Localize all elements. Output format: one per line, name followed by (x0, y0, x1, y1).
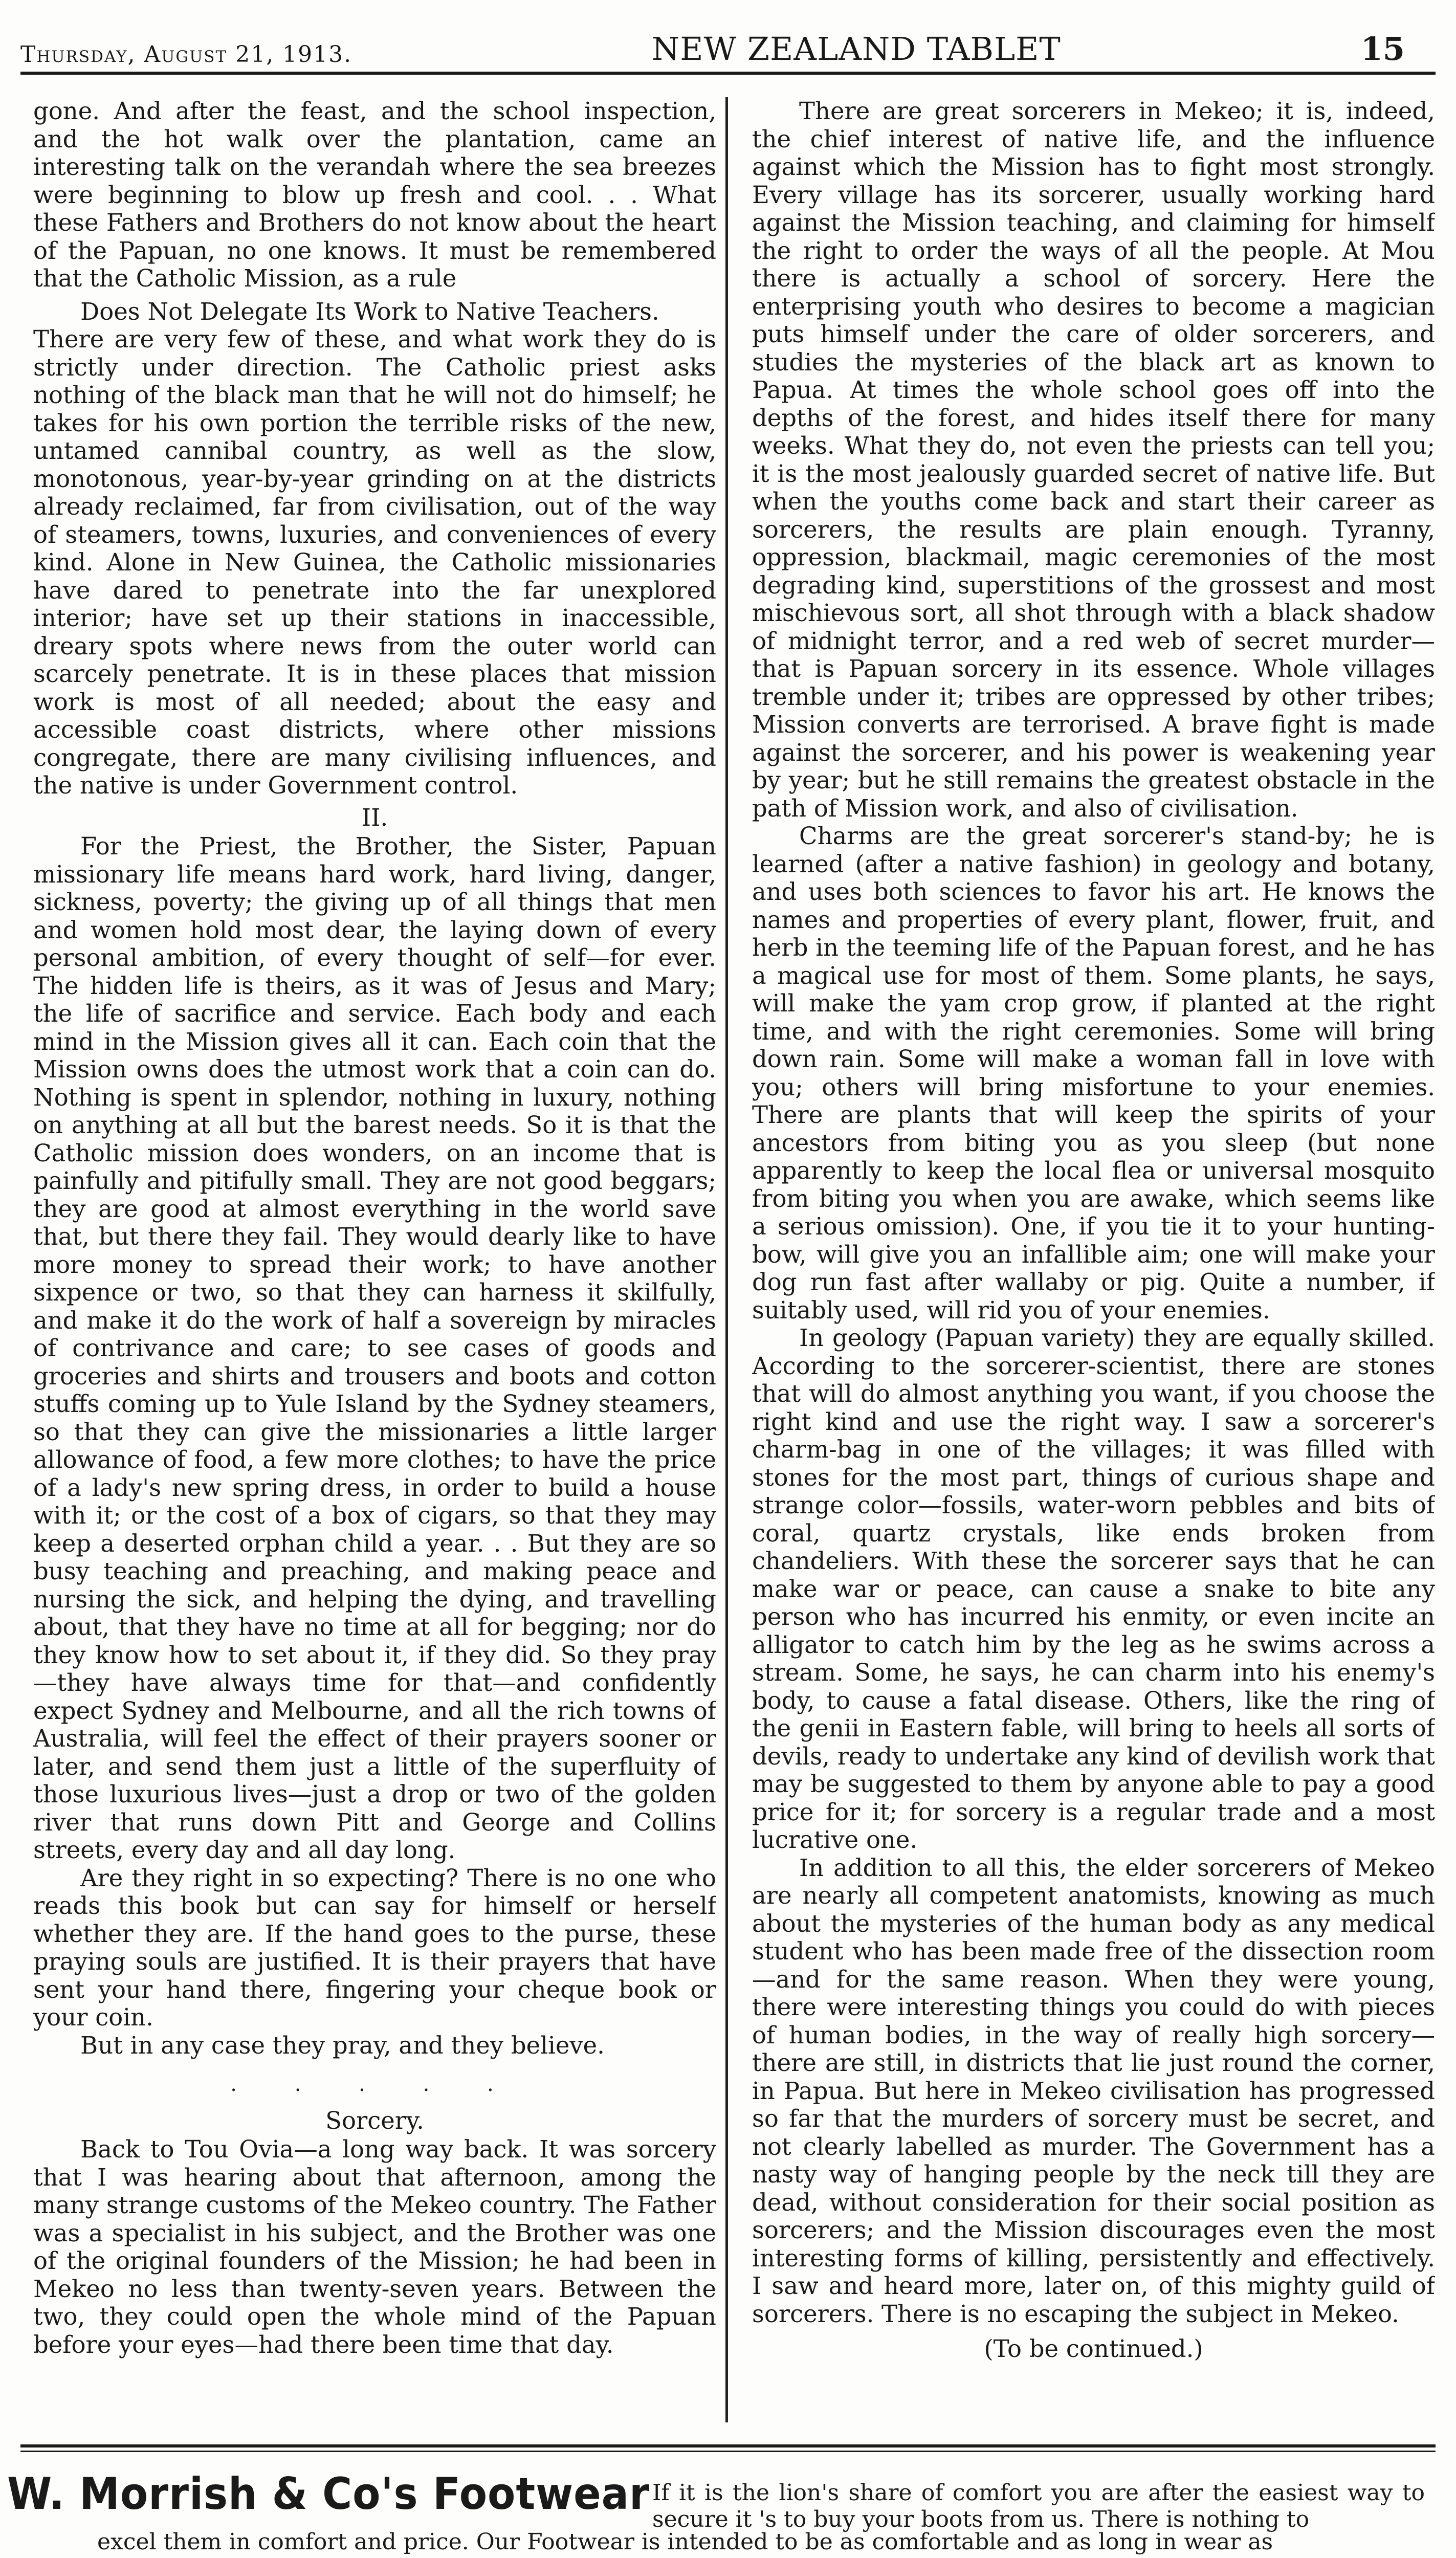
paragraph: Are they right in so expecting? There is no one who reads this book but can say for himself or herself whether they are. If the hand goes to the purse, these praying souls are justified. It is their prayers that have sent your hand there, fingering your cheque book or your coin. (33, 1864, 716, 2031)
paragraph: There are very few of these, and what work they do is strictly under direction. The Catholic priest asks nothing of the black man that he will not do himself; he takes for his own portion the terrible risks of the new, untamed cannibal country, as well as the slow, monotonous, year-by-year grinding on at the districts already reclaimed, far from civilisation, out of the way of steamers, towns, luxuries, and conveniences of every kind. Alone in New Guinea, the Catholic missionaries have dared to penetrate into the far unexplored interior; have set up their stations in inaccessible, dreary spots where news from the outer world can scarcely penetrate. It is in these places that mission work is most of all needed; about the easy and accessible coast districts, where other missions congregate, there are many civilising influences, and the native is under Government control. (33, 325, 716, 799)
masthead-title: NEW ZEALAND TABLET (652, 30, 1061, 68)
column-divider (725, 97, 728, 2422)
section-heading: II. (361, 803, 388, 831)
right-column (752, 97, 1435, 2430)
ad-brand: W. Morrish & Co's Footwear (7, 2468, 650, 2520)
subheading: Does Not Delegate Its Work to Native Teachers. (80, 297, 659, 325)
paragraph: gone. And after the feast, and the school inspection, and the hot walk over the plantation, came an interesting talk on the verandah where the sea breezes were beginning to blow up fresh and cool. . . What these Fathers and Brothers do not know about the heart of the Papuan, no one knows. It must be remembered that the Catholic Mission, as a rule (33, 97, 716, 292)
paragraph: But in any case they pray, and they believe. (80, 2031, 605, 2059)
paragraph: For the Priest, the Brother, the Sister, Papuan missionary life means hard work, hard living, danger, sickness, poverty; the giving up of all things that men and women hold most dear, the laying down of every personal ambition, of every thought of self—for ever. The hidden life is theirs, as it was of Jesus and Mary; the life of sacrifice and service. Each body and each mind in the Mission gives all it can. Each coin that the Mission owns does the utmost work that a coin can do. Nothing is spent in splendor, nothing in luxury, nothing on anything at all but the barest needs. So it is that the Catholic mission does wonders, on an income that is painfully and pitifully small. They are not good beggars; they are good at almost everything in the world save that, but there they fail. They would dearly like to have more money to spread their work; to have another sixpence or two, so that they can harness it skilfully, and make it do the work of half a sovereign by miracles of contrivance and care; to see cases of goods and groceries and shirts and trousers and boots and cotton stuffs coming up to Yule Island by the Sydney steamers, so that they can give the missionaries a little larger allowance of food, a few more clothes; to have the price of a lady's new spring dress, in order to build a house with it; or the cost of a box of cigars, so that they may keep a deserted orphan child a year. . . But they are so busy teaching and preaching, and making peace and nursing the sick, and helping the dying, and travelling about, that they have no time at all for begging; nor do they know how to set about it, if they did. So they pray—they have always time for that—and confidently expect Sydney and Melbourne, and all the rich towns of Australia, will feel the effect of their prayers sooner or later, and send them just a little of the superfluity of those luxurious lives—just a drop or two of the golden river that runs down Pitt and George and Collins streets, every day and all day long. (33, 832, 716, 1864)
footwear-advertisement (0, 2453, 1456, 2558)
issue-date: Thursday, August 21, 1913. (20, 41, 352, 68)
footer-rule (20, 2444, 1436, 2447)
paragraph: Back to Tou Ovia—a long way back. It was sorcery that I was hearing about that afternoon, among the many strange customs of the Mekeo country. The Father was a specialist in his subject, and the Brother was one of the original founders of the Mission; he had been in Mekeo no less than twenty-seven years. Between the two, they could open the whole mind of the Papuan before your eyes—had there been time that day. (33, 2135, 716, 2358)
paragraph: In geology (Papuan variety) they are equally skilled. According to the sorcerer-scientist, there are stones that will do almost anything you want, if you choose the right kind and use the right way. I saw a sorcerer's charm-bag in one of the villages; it was filled with stones for the most part, things of curious shape and strange color—fossils, water-worn pebbles and bits of coral, quartz crystals, like ends broken from chandeliers. With these the sorcerer says that he can make war or peace, can cause a snake to bite any person who has incurred his enmity, or even incite an alligator to catch him by the leg as he swims across a stream. Some, he says, he can charm into his enemy's body, to cause a fatal disease. Others, like the ring of the genii in Eastern fable, will bring to heels all sorts of devils, ready to undertake any kind of devilish work that may be suggested to them by anyone able to pay a good price for it; for sorcery is a regular trade and a most lucrative one. (752, 1324, 1435, 1854)
paragraph: There are great sorcerers in Mekeo; it is, indeed, the chief interest of native life, and the influence against which the Mission has to fight most strongly. Every village has its sorcerer, usually working hard against the Mission teaching, and claiming for himself the right to order the ways of all the people. At Mou there is actually a school of sorcery. Here the enterprising youth who desires to become a magician puts himself under the care of older sorcerers, and studies the mysteries of the black art as known to Papua. At times the whole school goes off into the depths of the forest, and hides itself there for many weeks. What they do, not even the priests can tell you; it is the most jealously guarded secret of native life. But when the youths come back and start their career as sorcerers, the results are plain enough. Tyranny, oppression, blackmail, magic ceremonies of the most degrading kind, superstitions of the grossest and most mischievous sort, all shot through with a black shadow of midnight terror, and a red web of secret murder—that is Papuan sorcery in its essence. Whole villages tremble under it; tribes are oppressed by other tribes; Mission converts are terrorised. A brave fight is made against the sorcerer, and his power is weakening year by year; but he still remains the greatest obstacle in the path of Mission work, and also of civilisation. (752, 97, 1435, 822)
continued-note: (To be continued.) (984, 2335, 1203, 2363)
section-heading: Sorcery. (325, 2106, 424, 2134)
section-separator: . . . . . (230, 2072, 519, 2096)
paragraph: In addition to all this, the elder sorcerers of Mekeo are nearly all competent anatomists, knowing as much about the mysteries of the human body as any medical student who has been made free of the dissection room—and for the same reason. When they were young, there were interesting things you could do with pieces of human bodies, in the way of really high sorcery—there are still, in districts that lie just round the corner, in Papua. But here in Mekeo civilisation has progressed so far that the murders of sorcery must be secret, and not clearly labelled as murder. The Government has a nasty way of hanging people by the neck till they are dead, without consideration for their social position as sorcerers; and the Mission discourages even the most interesting forms of killing, persistently and effectively. I saw and heard more, later on, of this mighty guild of sorcerers. There is no escaping the subject in Mekeo. (752, 1854, 1435, 2328)
article-columns (20, 97, 1436, 2425)
page-number: 15 (1360, 30, 1405, 68)
footer-rule (20, 2451, 1436, 2452)
page-header (20, 24, 1436, 75)
left-column (33, 97, 716, 2430)
ad-copy-continued: excel them in comfort and price. Our Footwear is intended to be as comfortable and as long in wear as (97, 2529, 1273, 2555)
paragraph: Charms are the great sorcerer's stand-by; he is learned (after a native fashion) in geology and botany, and uses both sciences to favor his art. He knows the names and properties of every plant, flower, fruit, and herb in the teeming life of the Papuan forest, and he has a magical use for most of them. Some plants, he says, will make the yam crop grow, if planted at the right time, and with the right ceremonies. Some will bring down rain. Some will make a woman fall in love with you; others will bring misfortune to your enemies. There are plants that will keep the spirits of your ancestors from biting you as you sleep (but none apparently to keep the local flea or universal mosquito from biting you when you are awake, which seems like a serious omission). One, if you tie it to your hunting-bow, will give you an infallible aim; one will make your dog run fast after wallaby or pig. Quite a number, if suitably used, will rid you of your enemies. (752, 822, 1435, 1324)
ad-copy: If it is the lion's share of comfort you are after the easiest way to secure it 's to buy your boots from us. There is nothing to (652, 2480, 1425, 2532)
